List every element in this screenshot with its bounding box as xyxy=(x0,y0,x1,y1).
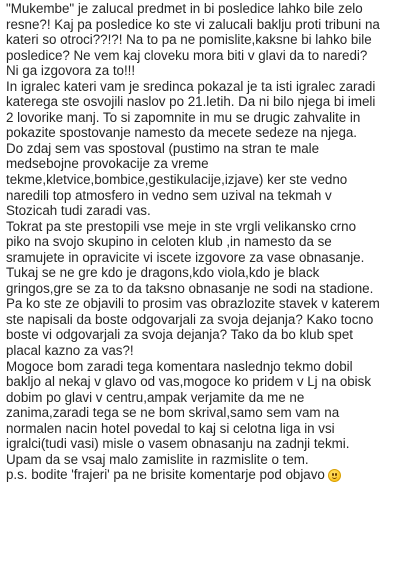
comment-line: Tukaj se ne gre kdo je dragons,kdo viola,kdo je black xyxy=(6,265,320,281)
comment-line: ste napisali da boste odgovarjali za svoja dejanja? Kako tocno xyxy=(6,311,374,327)
comment-line: Pa ko ste ze objavili to prosim vas obrazlozite stavek v katerem xyxy=(6,296,380,312)
comment-line: normalen nacin hotel povedal to kaj si celotna liga in vsi xyxy=(6,420,335,436)
smiling-face-icon xyxy=(328,469,341,482)
comment-line: gringos,gre se za to da taksno obnasanje ne sodi na stadione. xyxy=(6,280,374,296)
comment-line: naredili top atmosfero in vedno sem uzival na tekmah v xyxy=(6,187,332,203)
comment-line: Tokrat pa ste prestopili vse meje in ste vrgli velikansko crno xyxy=(6,218,357,234)
comment-line: Upam da se vsaj malo zamislite in razmislite o tem. xyxy=(6,451,309,467)
comment-line: katerega ste osvojili naslov po 21.letih. Da ni bilo njega bi imeli xyxy=(6,94,376,110)
comment-text xyxy=(6,1,410,483)
comment-line: tekme,kletvice,bombice,gestikulacije,izjave) ker ste vedno xyxy=(6,172,348,188)
comment-line: resne?! Kaj pa posledice ko ste vi zalucali baklju proti tribuni na xyxy=(6,16,380,32)
comment-line: placal kazno za vas?! xyxy=(6,343,134,359)
comment-line-text: p.s. bodite 'frajeri' pa ne brisite komentarje pod objavo xyxy=(6,467,325,483)
comment-line: kateri so otroci??!?! Na to pa ne pomislite,kaksne bi lahko bile xyxy=(6,32,372,48)
comment-line: posledice? Ne vem kaj cloveku mora biti v glavi da to naredi? xyxy=(6,47,368,63)
comment-line: piko na svojo skupino in celoten klub ,in namesto da se xyxy=(6,234,332,250)
comment-line: "Mukembe" je zalucal predmet in bi posledice lahko bile zelo xyxy=(6,1,363,16)
comment-line: Do zdaj sem vas spostoval (pustimo na stran te male xyxy=(6,140,320,156)
comment-line: bakljo al nekaj v glavo od vas,mogoce ko pridem v Lj na obisk xyxy=(6,374,371,390)
comment-line: In igralec kateri vam je sredinca pokazal je ta isti igralec zaradi xyxy=(6,78,376,94)
comment-line: Mogoce bom zaradi tega komentara naslednjo tekmo dobil xyxy=(6,358,353,374)
comment-line-last xyxy=(6,467,410,483)
comment-line: zanima,zaradi tega se ne bom skrival,samo sem vam na xyxy=(6,405,340,421)
comment-line: dobim po glavi v centru,ampak verjamite da me ne xyxy=(6,389,305,405)
comment-line: Ni ga izgovora za to!!! xyxy=(6,63,136,79)
comment-line: medsebojne provokacije za vreme xyxy=(6,156,209,172)
comment-line: boste vi odgovarjali za svoja dejanja? Tako da bo klub spet xyxy=(6,327,353,343)
comment-line: igralci(tudi vasi) misle o vasem obnasanju na zadnji tekmi. xyxy=(6,436,350,452)
comment-line: sramujete in opravicite vi iscete izgovore za vase obnasanje. xyxy=(6,249,365,265)
comment-line: pokazite spostovanje namesto da mecete sedeze na njega. xyxy=(6,125,358,141)
comment-line: Stozicah tudi zaradi vas. xyxy=(6,203,151,219)
comment-line: 2 lovorike manj. To si zapomnite in mu se drugic zahvalite in xyxy=(6,109,361,125)
